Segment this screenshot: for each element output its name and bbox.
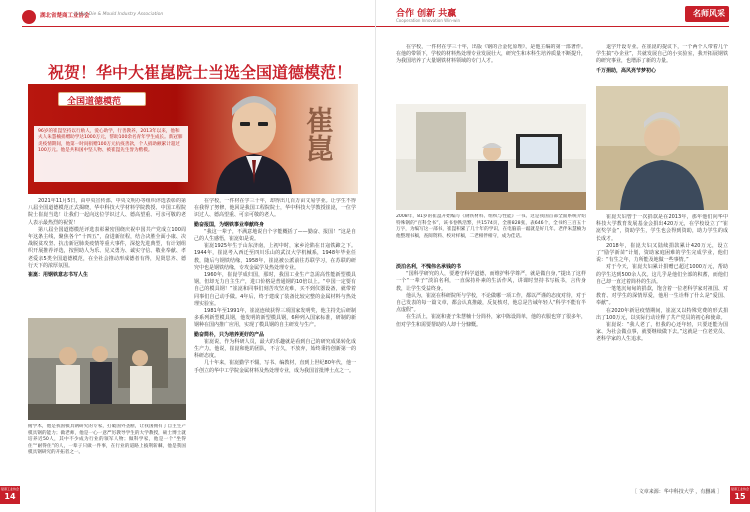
paragraph: 2021年11月5日，由中央宣传部、中央文明办等组织评选表彰的第八届全国道德模范正式揭晓，华中科技大学材料学院教授、中国工程院院士崔崑当选！让我们一起向这位学识过人、德高望重、可亲可敬的老人表示最热烈的祝贺！ bbox=[28, 198, 186, 226]
right-body-left bbox=[396, 262, 586, 484]
page-number: 楚商工业协会 14 bbox=[0, 486, 20, 504]
paragraph: 崔崑说：“我人老了，但我的心还年轻，只要还能为国家、为社会做点事，就要继续做下去。”这就是一位老党员、老科学家的人生追求。 bbox=[596, 322, 728, 343]
portrait-home-photo bbox=[596, 86, 728, 210]
paragraph: 在学校，一件材在学三十年，却得出几百万亩文易学业。让学生不得在我得了努修，他回是我国工程院院士，华中科技大学教授崔崑，一位学识过人、德高望重、可亲可敬的老人。 bbox=[194, 198, 356, 219]
slogan: 合作 创新 共赢 bbox=[396, 9, 457, 19]
header-rule bbox=[376, 26, 729, 27]
publication-name: 湖北省楚商工业协会 bbox=[40, 13, 90, 19]
hero-summary: 96岁的崔崑坚持以行励人，爱心助学，行善教养，2013年以来，他和夫人朱慧楠捐赠助学达1000万元，帮助100余名青年学生成长。新冠肺炎疫情期间，他第一时间捐赠100万元抗疫善款，个人捐助额累计超过100万元。他是共和国中坚人物、被崔崑先生誉为楷模。 bbox=[34, 126, 188, 182]
paragraph: 崔崑说，作为科研人员，最大的乐趣就是看到自己的研究成果转化成生产力。他说，崔崑和他的团队，不言久，不放弃，始终秉持创新第一的科研态度。 bbox=[194, 338, 356, 360]
right-column-2 bbox=[596, 44, 728, 84]
publication-name-en: HuBei Die & Mould Industry Association bbox=[74, 12, 164, 17]
photo-caption: 俯学术，他是我国模具钢研究的专家，打破国外垄断，让我国拥有了自主生产模具钢的能力；做老师，他是一心一意严厉教导学生的大学教授，硕士博士就培养近50人，其中不少成为行业的领军人物；做科学家，他是一个“坐得住”“耐得住”的人，一辈子只做一件事，在行业的道路上披荆斩棘，他是我国模具钢研究的开拓者之一。 bbox=[28, 424, 186, 456]
column-name: 名师风采 bbox=[693, 9, 725, 18]
paragraph: 退学开设专业。在崔崑的提议下，一个两个人带着几个学生搞“办企业”，共就发展自己的小实验室，我开拓展钢铁的研究事业，也增添了新的力量。 bbox=[596, 44, 728, 65]
paragraph: “国科学研究的人，要遵守科学道德，而维护科学尊严，就是做自身，”提出了这样一个“一辈子“淡泊名利，一直保持朴素的生活作风，讲课时坚持书写板书，言传身教，让学生受益终身。 bbox=[396, 271, 586, 292]
section-heading: 勤奋简朴，只为培养更好的产品 bbox=[194, 331, 265, 338]
left-column-1 bbox=[28, 198, 186, 314]
header-rule bbox=[22, 26, 375, 27]
hero-banner bbox=[28, 84, 358, 194]
paragraph: 崔崑夫妇曾于一次捐款是在2013年，那年他们向华中科技大学教育发展基金会捐出420万元，在学校设立了“崔崑奖学金”，资助学生，学生也会得到资助，助力学生的成长成才。 bbox=[596, 214, 728, 242]
paragraph: 崔崑1925年生于山东济南，上初中时，家乡沦陷在日寇铁蹄之下。1944年，崔崑考入西迁至四川乐山的武汉大学机械系，1948年毕业任教，随后与钢铁结缘，1958年，崔崑被公派前往苏联学习，在苏联的研究中也是钢铁结缘，专攻金属学及热处理专业。 bbox=[194, 243, 356, 271]
paragraph: 几十年来，崔崑勤学不辍，写书、编教材，直到上世纪80年代，他一手创立的华中工学院金属材料及热处理专业，成为我国首批博士点之一。 bbox=[194, 360, 356, 374]
paragraph: 他认为，崔崑在科研院所与学校，不论做哪一项工作，都以严谨的态度对待，对于自己发表的每一篇文章，都会认真推敲，反复核对，他总是告诫年轻人“科学不能有半点虚假”。 bbox=[396, 292, 586, 314]
paragraph: 在学校，一件材在学三十年，出版《钢的合金化原理》，是他主编的第一部著作。在他的带领下，学校的材料热处理专业发展壮大，研究生和本科生培养质量不断提升，为我国培养了大量钢铁材料领域的专门人才。 bbox=[396, 44, 586, 65]
article-source: ［ 文章来源：华中科技大学 ，有删减 ］ bbox=[632, 489, 722, 495]
section-heading: 崔崑：用钢铁意志书写人生 bbox=[28, 272, 89, 279]
paragraph: 在2020年新冠疫情期间，崔崑又以特殊党费的形式捐出了100万元，以实际行动诠释了共产党员的初心和使命。 bbox=[596, 307, 728, 321]
slogan-en: Cooperation Innovation Win-win bbox=[396, 18, 461, 23]
right-column-1 bbox=[396, 44, 586, 102]
portrait-image bbox=[196, 84, 308, 194]
paragraph: 在生活上，崔崑和妻子朱慧楠十分简朴，家中陈设简单，他的衣服也穿了很多年，但对学生和需要帮助的人却十分慷慨。 bbox=[396, 314, 586, 328]
honor-banner: 全国道德模范 bbox=[58, 92, 146, 106]
association-logo-icon bbox=[22, 10, 36, 24]
calligraphy-name: 崔崑 bbox=[302, 106, 335, 162]
paragraph: 第八届全国道德模范评选表彰紧密围绕庆祝中国共产党成立100周年这条主线，聚焦各个“十四五”，奋进新征程，结合决胜全面小康、决战脱贫攻坚、抗击新冠肺炎疫情等重大事件，深挖先进典型，有计划组织开展推荐评选，按照助人为乐、见义勇为、诚实守信、敬业奉献、孝老爱亲5类全国道德模范，在全社会推动形成德者有得，见贤思齐、德行天下的浓厚氛围。 bbox=[28, 226, 186, 269]
section-heading: 淡泊名利，不愧伟名承钱的书 bbox=[396, 264, 462, 270]
left-column-2 bbox=[194, 198, 356, 490]
right-header bbox=[376, 0, 750, 30]
section-heading: 勤奋报国，为钢铁事业奉献终身 bbox=[194, 221, 265, 228]
page-title: 祝贺！华中大崔崑院士当选全国道德模范！ bbox=[48, 63, 353, 82]
paragraph: 一笔笔沉甸甸的捐款，饱含着一位老科学家对祖国、对教育、对学生的深情厚爱，他用一生诠释了什么是“爱国、奉献”。 bbox=[596, 286, 728, 307]
page-number: 楚商工业协会 15 bbox=[730, 486, 750, 504]
right-body-right bbox=[596, 214, 728, 484]
right-page bbox=[375, 0, 750, 512]
desk-photo bbox=[396, 104, 586, 210]
section-heading: 千万捐助，高风亮节梦初心 bbox=[596, 67, 657, 74]
lab-photo bbox=[28, 318, 186, 420]
paragraph: 2018年，崔崑夫妇又陆续捐款累计420万元，设立了“励学新苗”计划，资助家庭困难的学生完成学业，他们说：“有生之年，力所能及地做一些事情。” bbox=[596, 242, 728, 264]
book-caption: 2008年，81岁的崔崑开始编写《钢铁材料、组织与性能》一书。这是我国首部全面系统介绍特殊钢的“百科全书”，该书卷帙浩繁，共1574页，全册828张，表646个，全书约三百五十万字，为编写这一部书，崔崑积累了几十年的学识，在电脑前一敲就是好几年。老伴朱慧楠为他整理书稿，查阅资料、校对样稿，二老相伴相守，成为佳话。 bbox=[396, 214, 586, 239]
paragraph: 对于今天，崔崑夫妇累计捐赠已超过1000万元，帮助的学生达到500余人次。这几乎是他们全部的积蓄，而他们自己却一直过着简朴的生活。 bbox=[596, 264, 728, 285]
paragraph: “我这一辈子，不满意地说自个字能概括了——勤奋、报国！”这是自己的人生感悟，崔崑如是说。 bbox=[194, 228, 356, 243]
left-header bbox=[0, 0, 375, 30]
paragraph: 1960年，崔崑学成归国，那时，我国工业生产急需高性能新型模具钢，但却无力自主生产，进口价格是普通钢的10倍以上。“中国一定要有自己的模具钢！”崔崑和同事们刻苦攻坚克难，买不到仪器设备，就带着同事们自己动手做。4年后，终于建成了装备比较完整的金属材料与热处理实验室。 bbox=[194, 272, 356, 307]
paragraph: 1981年至1991年，崔崑连续获得三项国家发明奖，他主持先后研制多系列新型模具钢，他发明的新型模具钢，6种列入国家标准，研制的新钢种在国内推广应用，实现了模具钢的自主研发与生产。 bbox=[194, 308, 356, 329]
